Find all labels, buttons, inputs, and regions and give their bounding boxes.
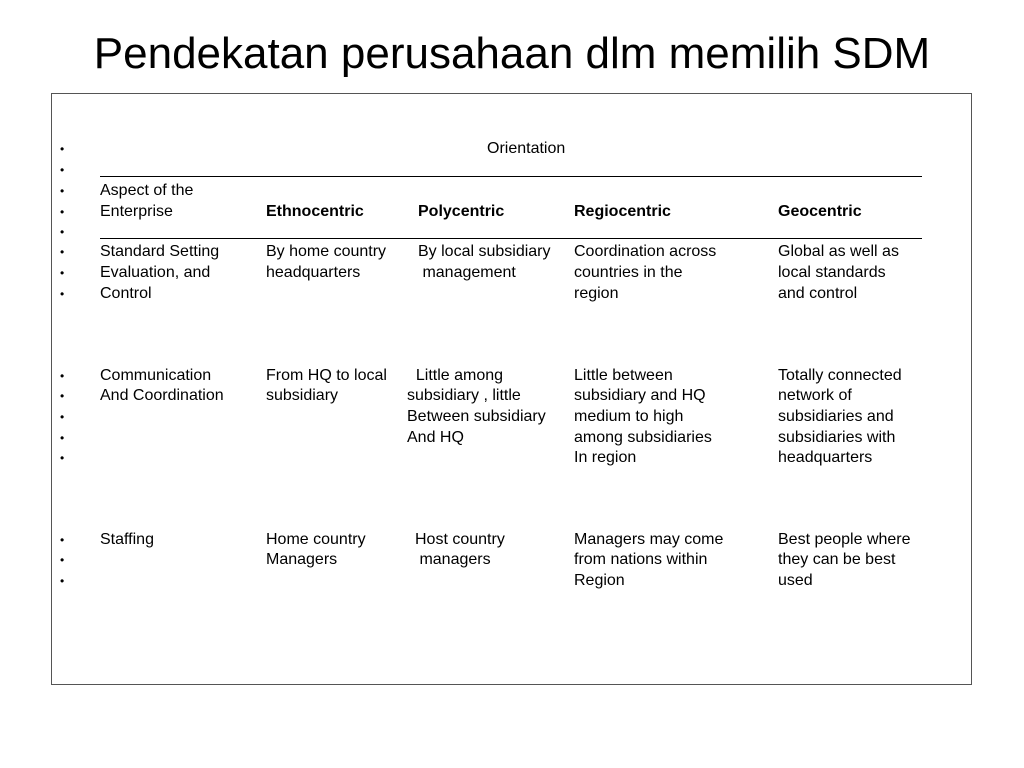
table-line — [0, 284, 1024, 304]
aspect-cell: Staffing — [100, 531, 154, 548]
orientation-label: Orientation — [487, 140, 566, 157]
regiocentric-cell: medium to high — [574, 408, 684, 425]
column-header-geocentric: Geocentric — [778, 203, 862, 220]
polycentric-cell: management — [418, 264, 516, 281]
ethnocentric-cell: By home country — [266, 243, 387, 260]
table-line — [0, 571, 1024, 591]
bullet: • — [60, 184, 65, 198]
regiocentric-cell: In region — [574, 449, 637, 466]
table-line — [0, 530, 1024, 550]
ethnocentric-cell: headquarters — [266, 264, 361, 281]
regiocentric-cell: countries in the — [574, 264, 683, 281]
bullet: • — [60, 225, 65, 239]
geocentric-cell: Totally connected — [778, 367, 902, 384]
table-line — [0, 428, 1024, 448]
regiocentric-cell: region — [574, 285, 619, 302]
geocentric-cell: subsidiaries and — [778, 408, 894, 425]
polycentric-cell: Between subsidiary — [407, 408, 546, 425]
table-line — [0, 181, 1024, 201]
bullet: • — [60, 266, 65, 280]
bullet: • — [60, 574, 65, 588]
bullet: • — [60, 451, 65, 465]
bullet: • — [60, 245, 65, 259]
table-line — [0, 407, 1024, 427]
slide-title: Pendekatan perusahaan dlm memilih SDM — [93, 29, 931, 78]
aspect-cell: Standard Setting — [100, 243, 220, 260]
table-line — [0, 202, 1024, 222]
geocentric-cell: and control — [778, 285, 858, 302]
bullet: • — [60, 431, 65, 445]
table-line — [0, 550, 1024, 570]
aspect-header: Aspect of the — [100, 182, 194, 199]
geocentric-cell: Best people where — [778, 531, 911, 548]
bullet: • — [60, 163, 65, 177]
column-header-regiocentric: Regiocentric — [574, 203, 671, 220]
ethnocentric-cell: Managers — [266, 551, 338, 568]
bullet: • — [60, 142, 65, 156]
geocentric-cell: Global as well as — [778, 243, 899, 260]
aspect-header: Enterprise — [100, 203, 173, 220]
column-header-polycentric: Polycentric — [418, 203, 505, 220]
bullet: • — [60, 553, 65, 567]
bullet: • — [60, 287, 65, 301]
polycentric-cell: By local subsidiary — [418, 243, 551, 260]
regiocentric-cell: from nations within — [574, 551, 708, 568]
divider-rule — [100, 176, 922, 177]
aspect-cell: And Coordination — [100, 387, 224, 404]
ethnocentric-cell: Home country — [266, 531, 366, 548]
geocentric-cell: headquarters — [778, 449, 873, 466]
regiocentric-cell: among subsidiaries — [574, 429, 712, 446]
geocentric-cell: used — [778, 572, 813, 589]
geocentric-cell: subsidiaries with — [778, 429, 896, 446]
ethnocentric-cell: From HQ to local — [266, 367, 387, 384]
geocentric-cell: local standards — [778, 264, 886, 281]
aspect-cell: Evaluation, and — [100, 264, 211, 281]
bullet: • — [60, 205, 65, 219]
polycentric-cell: Host country — [415, 531, 505, 548]
table-line — [0, 448, 1024, 468]
geocentric-cell: they can be best — [778, 551, 896, 568]
regiocentric-cell: Region — [574, 572, 625, 589]
regiocentric-cell: Managers may come — [574, 531, 724, 548]
aspect-cell: Control — [100, 285, 152, 302]
bullet: • — [60, 389, 65, 403]
bullet: • — [60, 369, 65, 383]
ethnocentric-cell: subsidiary — [266, 387, 339, 404]
bullet: • — [60, 533, 65, 547]
table-line — [0, 139, 1024, 159]
table-line — [0, 160, 1024, 180]
polycentric-cell: subsidiary , little — [407, 387, 521, 404]
regiocentric-cell: Coordination across — [574, 243, 717, 260]
aspect-cell: Communication — [100, 367, 212, 384]
divider-rule — [100, 238, 922, 239]
polycentric-cell: managers — [415, 551, 491, 568]
table-line — [0, 222, 1024, 242]
regiocentric-cell: subsidiary and HQ — [574, 387, 706, 404]
regiocentric-cell: Little between — [574, 367, 673, 384]
column-header-ethnocentric: Ethnocentric — [266, 203, 364, 220]
polycentric-cell: And HQ — [407, 429, 464, 446]
table-line — [0, 386, 1024, 406]
table-line — [0, 242, 1024, 262]
polycentric-cell: Little among — [407, 367, 504, 384]
table-line — [0, 263, 1024, 283]
geocentric-cell: network of — [778, 387, 852, 404]
bullet: • — [60, 410, 65, 424]
table-line — [0, 366, 1024, 386]
